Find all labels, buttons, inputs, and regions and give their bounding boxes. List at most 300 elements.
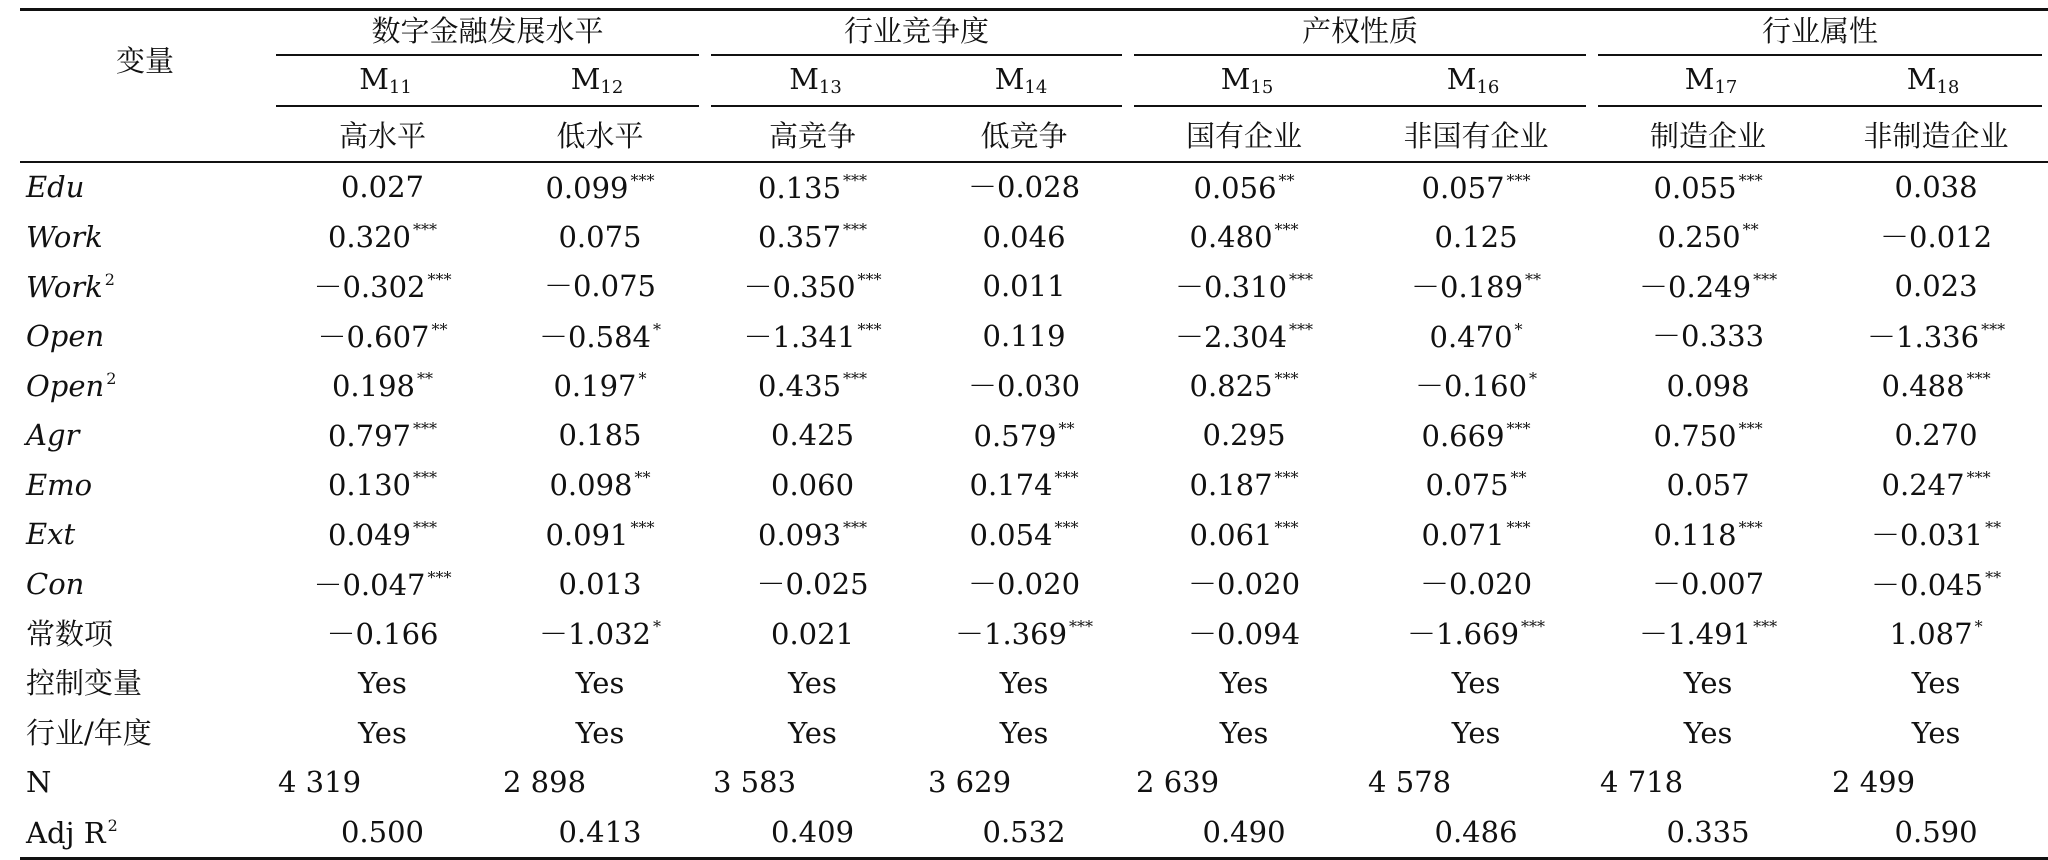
variable-name: Work [26, 269, 103, 304]
significance-stars: *** [630, 517, 655, 537]
value-cell [1128, 709, 1360, 759]
coefficient-value: 2 639 [1136, 765, 1220, 800]
table-row [20, 312, 2048, 362]
significance-stars: *** [1521, 617, 1546, 637]
coefficient-value: Yes [358, 715, 407, 750]
model-letter: M [1446, 62, 1477, 96]
variable-superscript: 2 [104, 269, 115, 289]
coefficient-value: 0.125 [1434, 219, 1518, 254]
coefficient-value: Yes [1451, 666, 1501, 701]
value-cell [1592, 659, 1824, 709]
coefficient-value: 2 499 [1832, 765, 1916, 800]
value-cell [1128, 659, 1360, 709]
subgroup-header-7: 非制造企业 [1824, 111, 2048, 162]
value-cell [1360, 510, 1592, 560]
value-cell [1592, 312, 1824, 362]
value-cell [1592, 560, 1824, 610]
value-cell [495, 560, 705, 610]
coefficient-value: －0.020 [1420, 567, 1533, 602]
value-cell [1824, 659, 2048, 709]
variable-superscript: 2 [107, 815, 118, 835]
significance-stars: ** [1985, 517, 2002, 537]
coefficient-value: 0.320 [327, 220, 412, 255]
variable-name-cell [20, 659, 270, 709]
coefficient-value: －1.341 [743, 319, 856, 354]
significance-stars: *** [843, 517, 868, 537]
value-cell [705, 262, 920, 312]
value-cell [1128, 758, 1360, 808]
value-cell [1128, 411, 1360, 461]
value-cell [495, 262, 705, 312]
significance-stars: *** [1966, 369, 1991, 389]
coefficient-value: －1.669 [1407, 617, 1520, 652]
value-cell [270, 361, 495, 411]
table-row [20, 659, 2048, 709]
variable-name-cell [20, 213, 270, 263]
value-cell [270, 213, 495, 263]
value-cell [1592, 758, 1824, 808]
group-header-industry-competition: 行业竞争度 [705, 10, 1128, 62]
model-subscript: 14 [1024, 77, 1048, 98]
significance-stars: *** [857, 319, 882, 339]
coefficient-value: －0.030 [968, 368, 1081, 403]
model-header-row [20, 61, 2048, 111]
variable-name: N [26, 765, 52, 800]
significance-stars: *** [1738, 418, 1763, 438]
value-cell [1592, 609, 1824, 659]
coefficient-value: －0.160 [1415, 369, 1528, 404]
coefficient-value: 0.669 [1421, 418, 1505, 453]
significance-stars: *** [1289, 269, 1314, 289]
significance-stars: ** [1510, 468, 1527, 488]
value-cell [1592, 808, 1824, 859]
model-subscript: 15 [1250, 77, 1274, 98]
table-row [20, 560, 2048, 610]
coefficient-value: －0.031 [1871, 517, 1984, 552]
coefficient-value: 0.187 [1189, 468, 1273, 503]
variable-name-cell [20, 312, 270, 362]
value-cell [1128, 361, 1360, 411]
value-cell [495, 213, 705, 263]
value-cell [1824, 361, 2048, 411]
significance-stars: * [638, 369, 647, 389]
value-cell [270, 162, 495, 213]
significance-stars: *** [1738, 170, 1763, 190]
coefficient-value: 0.480 [1189, 220, 1273, 255]
subgroup-header-0: 高水平 [270, 111, 495, 162]
model-letter: M [789, 62, 819, 96]
coefficient-value: －0.075 [543, 269, 657, 304]
coefficient-value: 0.247 [1881, 468, 1965, 503]
model-subscript: 11 [388, 77, 412, 98]
value-cell [270, 709, 495, 759]
value-cell [1824, 808, 2048, 859]
variable-name: Edu [26, 170, 85, 205]
variable-name: Agr [26, 418, 80, 453]
coefficient-value: －0.166 [326, 616, 439, 651]
coefficient-value: Yes [1683, 715, 1733, 750]
value-cell [920, 262, 1128, 312]
coefficient-value: 0.057 [1421, 170, 1505, 205]
significance-stars: ** [634, 468, 651, 488]
coefficient-value: 0.054 [969, 517, 1053, 552]
coefficient-value: －1.369 [955, 617, 1068, 652]
coefficient-value: Yes [575, 666, 625, 701]
value-cell [705, 659, 920, 709]
coefficient-value: Yes [575, 715, 625, 750]
group-header-ownership: 产权性质 [1128, 10, 1592, 62]
coefficient-value: 0.057 [1666, 467, 1750, 502]
model-letter: M [359, 62, 389, 96]
coefficient-value: 0.091 [545, 517, 629, 552]
coefficient-value: 0.797 [327, 418, 412, 453]
value-cell [1824, 213, 2048, 263]
coefficient-value: Yes [358, 666, 407, 701]
coefficient-value: 0.038 [1894, 170, 1978, 205]
value-cell [920, 162, 1128, 213]
significance-stars: *** [1069, 617, 1094, 637]
coefficient-value: 0.250 [1657, 220, 1741, 255]
significance-stars: *** [1506, 517, 1531, 537]
table-body [20, 10, 2048, 859]
model-subscript: 12 [600, 77, 624, 98]
coefficient-value: 0.075 [558, 219, 642, 254]
coefficient-value: 0.486 [1434, 815, 1518, 850]
value-cell [1592, 213, 1824, 263]
value-cell [1360, 758, 1592, 808]
value-cell [1360, 162, 1592, 213]
coefficient-value: 0.023 [1894, 269, 1978, 304]
model-letter: M [994, 62, 1025, 96]
significance-stars: *** [630, 170, 655, 190]
model-letter: M [1220, 62, 1251, 96]
significance-stars: *** [1981, 319, 2006, 339]
model-letter: M [1684, 62, 1715, 96]
coefficient-value: 0.270 [1894, 418, 1978, 453]
significance-stars: *** [1054, 517, 1079, 537]
significance-stars: *** [1753, 269, 1778, 289]
coefficient-value: 0.061 [1189, 517, 1273, 552]
coefficient-value: 0.049 [327, 517, 412, 552]
coefficient-value: 0.174 [969, 468, 1053, 503]
coefficient-value: 4 319 [278, 765, 362, 800]
value-cell [920, 808, 1128, 859]
coefficient-value: －2.304 [1175, 319, 1288, 354]
value-cell [1592, 262, 1824, 312]
table-row [20, 361, 2048, 411]
model-letter: M [1906, 62, 1937, 96]
variable-name: Emo [26, 467, 93, 502]
table-row [20, 461, 2048, 511]
variable-name-cell [20, 510, 270, 560]
coefficient-value: －0.249 [1639, 269, 1752, 304]
significance-stars: *** [843, 369, 868, 389]
value-cell [495, 361, 705, 411]
significance-stars: *** [1274, 468, 1299, 488]
coefficient-value: －0.584 [538, 319, 652, 354]
value-cell [920, 213, 1128, 263]
significance-stars: *** [1966, 468, 1991, 488]
value-cell [495, 659, 705, 709]
value-cell [1824, 758, 2048, 808]
variable-name-cell [20, 808, 270, 859]
coefficient-value: 0.198 [331, 369, 416, 404]
significance-stars: *** [1506, 170, 1531, 190]
coefficient-value: －1.491 [1639, 617, 1752, 652]
coefficient-value: －0.025 [756, 567, 869, 602]
table-row [20, 213, 2048, 263]
significance-stars: *** [427, 269, 452, 289]
table-row [20, 162, 2048, 213]
value-cell [705, 510, 920, 560]
value-cell [1128, 510, 1360, 560]
coefficient-value: Yes [788, 666, 837, 701]
value-cell [270, 808, 495, 859]
value-cell [270, 411, 495, 461]
value-cell [705, 361, 920, 411]
value-cell [1128, 808, 1360, 859]
value-cell [1824, 411, 2048, 461]
value-cell [1824, 709, 2048, 759]
significance-stars: *** [413, 220, 438, 240]
value-cell [270, 461, 495, 511]
value-cell [495, 709, 705, 759]
value-cell [920, 312, 1128, 362]
value-cell [495, 758, 705, 808]
coefficient-value: 0.098 [1666, 368, 1750, 403]
variable-name-cell [20, 461, 270, 511]
model-header-M18 [1824, 61, 2048, 111]
coefficient-value: －1.336 [1867, 319, 1980, 354]
coefficient-value: Yes [1219, 715, 1269, 750]
coefficient-value: 3 583 [713, 765, 797, 800]
value-cell [1360, 808, 1592, 859]
corner-cell: 变量 [20, 10, 270, 112]
variable-name-cell [20, 560, 270, 610]
significance-stars: ** [1742, 220, 1759, 240]
value-cell [705, 808, 920, 859]
coefficient-value: －0.012 [1880, 219, 1993, 254]
value-cell [495, 808, 705, 859]
coefficient-value: 0.825 [1189, 369, 1273, 404]
coefficient-value: －0.607 [317, 319, 430, 354]
value-cell [495, 411, 705, 461]
coefficient-value: 0.500 [340, 815, 425, 850]
value-cell [705, 411, 920, 461]
value-cell [1592, 461, 1824, 511]
value-cell [1128, 560, 1360, 610]
value-cell [1128, 312, 1360, 362]
coefficient-value: 0.060 [771, 467, 855, 502]
value-cell [1128, 461, 1360, 511]
significance-stars: ** [1058, 418, 1075, 438]
value-cell [920, 461, 1128, 511]
value-cell [1592, 162, 1824, 213]
coefficient-value: －0.028 [968, 170, 1081, 205]
variable-name: Open [26, 319, 105, 354]
variable-name: Adj R [26, 815, 106, 850]
coefficient-value: Yes [788, 715, 837, 750]
value-cell [1360, 262, 1592, 312]
coefficient-value: 4 578 [1368, 765, 1452, 800]
coefficient-value: Yes [999, 666, 1049, 701]
significance-stars: *** [1289, 319, 1314, 339]
variable-name-cell [20, 162, 270, 213]
significance-stars: *** [1738, 517, 1763, 537]
coefficient-value: 0.118 [1653, 517, 1737, 552]
value-cell [270, 510, 495, 560]
value-cell [1824, 609, 2048, 659]
coefficient-value: 0.413 [558, 815, 642, 850]
value-cell [1360, 659, 1592, 709]
coefficient-value: 0.409 [771, 815, 855, 850]
coefficient-value: 0.490 [1202, 815, 1286, 850]
coefficient-value: Yes [1911, 666, 1961, 701]
variable-name: Open [26, 369, 105, 404]
table-row [20, 709, 2048, 759]
value-cell [1128, 609, 1360, 659]
coefficient-value: 0.130 [327, 468, 412, 503]
value-cell [1360, 312, 1592, 362]
coefficient-value: 0.021 [771, 616, 855, 651]
significance-stars: ** [1525, 269, 1542, 289]
subgroup-header-3: 低竞争 [920, 111, 1128, 162]
value-cell [920, 609, 1128, 659]
model-subscript: 16 [1476, 77, 1500, 98]
value-cell [705, 758, 920, 808]
coefficient-value: 0.532 [982, 815, 1066, 850]
coefficient-value: 0.098 [549, 468, 633, 503]
value-cell [705, 560, 920, 610]
coefficient-value: Yes [1911, 715, 1961, 750]
value-cell [705, 609, 920, 659]
value-cell [705, 213, 920, 263]
significance-stars: *** [1753, 617, 1778, 637]
value-cell [1592, 411, 1824, 461]
coefficient-value: Yes [1683, 666, 1733, 701]
table-row [20, 758, 2048, 808]
coefficient-value: Yes [999, 715, 1049, 750]
significance-stars: *** [1274, 220, 1299, 240]
variable-superscript: 2 [106, 369, 117, 389]
table-row [20, 262, 2048, 312]
model-header-M13 [705, 61, 920, 111]
coefficient-value: －0.045 [1871, 567, 1984, 602]
coefficient-value: 3 629 [928, 765, 1012, 800]
coefficient-value: 0.055 [1653, 170, 1737, 205]
value-cell [920, 361, 1128, 411]
coefficient-value: 0.013 [558, 567, 642, 602]
coefficient-value: －0.047 [313, 567, 426, 602]
coefficient-value: 0.470 [1429, 319, 1513, 354]
coefficient-value: 0.071 [1421, 517, 1505, 552]
value-cell [1360, 560, 1592, 610]
value-cell [495, 609, 705, 659]
variable-name-cell [20, 758, 270, 808]
coefficient-value: －0.094 [1188, 616, 1301, 651]
coefficient-value: 0.027 [340, 170, 425, 205]
group-header-industry-type: 行业属性 [1592, 10, 2048, 62]
value-cell [705, 312, 920, 362]
subgroup-header-5: 非国有企业 [1360, 111, 1592, 162]
coefficient-value: 0.335 [1666, 815, 1750, 850]
variable-name: Work [26, 219, 103, 254]
coefficient-value: －0.350 [743, 269, 856, 304]
value-cell [1824, 461, 2048, 511]
coefficient-value: －0.333 [1652, 319, 1765, 354]
significance-stars: *** [1506, 418, 1531, 438]
model-header-M14 [920, 61, 1128, 111]
value-cell [1824, 312, 2048, 362]
subgroup-header-2: 高竞争 [705, 111, 920, 162]
coefficient-value: 1.087 [1889, 617, 1973, 652]
value-cell [270, 609, 495, 659]
coefficient-value: 0.750 [1653, 418, 1737, 453]
coefficient-value: 0.579 [973, 418, 1057, 453]
value-cell [920, 758, 1128, 808]
significance-stars: * [1974, 617, 1983, 637]
value-cell [1360, 361, 1592, 411]
value-cell [705, 461, 920, 511]
table-row [20, 609, 2048, 659]
significance-stars: ** [417, 369, 434, 389]
value-cell [1128, 162, 1360, 213]
subgroup-header-1: 低水平 [495, 111, 705, 162]
variable-name: Ext [26, 517, 76, 552]
significance-stars: ** [1985, 567, 2002, 587]
model-header-M16 [1360, 61, 1592, 111]
value-cell [1128, 213, 1360, 263]
coefficient-value: 0.590 [1894, 815, 1978, 850]
significance-stars: *** [427, 567, 452, 587]
model-header-M12 [495, 61, 705, 111]
value-cell [1824, 262, 2048, 312]
coefficient-value: 0.135 [758, 170, 842, 205]
value-cell [1824, 510, 2048, 560]
value-cell [1128, 262, 1360, 312]
value-cell [705, 162, 920, 213]
variable-name: Con [26, 567, 85, 602]
coefficient-value: －1.032 [538, 617, 652, 652]
coefficient-value: －0.302 [313, 269, 426, 304]
significance-stars: *** [413, 418, 438, 438]
coefficient-value: 2 898 [503, 765, 587, 800]
value-cell [1592, 510, 1824, 560]
coefficient-value: 0.099 [545, 170, 629, 205]
value-cell [270, 659, 495, 709]
significance-stars: *** [413, 468, 438, 488]
model-header-M17 [1592, 61, 1824, 111]
variable-name-cell [20, 411, 270, 461]
value-cell [270, 560, 495, 610]
coefficient-value: 0.011 [982, 269, 1066, 304]
value-cell [495, 162, 705, 213]
variable-name-cell [20, 262, 270, 312]
coefficient-value: 0.185 [558, 418, 642, 453]
group-header-digital-finance: 数字金融发展水平 [270, 10, 705, 62]
subgroup-header-6: 制造企业 [1592, 111, 1824, 162]
coefficient-value: 0.119 [982, 319, 1066, 354]
coefficient-value: －0.310 [1175, 269, 1288, 304]
variable-name: 常数项 [26, 616, 114, 651]
model-subscript: 13 [818, 77, 842, 98]
coefficient-value: 0.435 [758, 369, 842, 404]
significance-stars: ** [1278, 170, 1295, 190]
value-cell [920, 411, 1128, 461]
value-cell [270, 262, 495, 312]
significance-stars: *** [1274, 369, 1299, 389]
value-cell [1360, 609, 1592, 659]
